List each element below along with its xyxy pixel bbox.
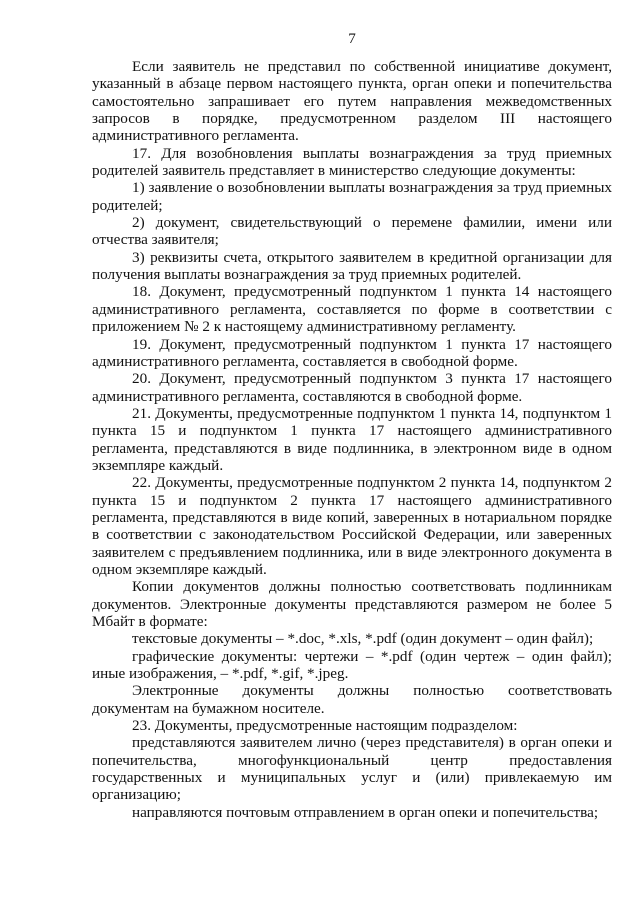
paragraph: 21. Документы, предусмотренные подпунктом 1 пункта 14, подпунктом 1 пункта 15 и подпунктом 1 пункта 17 настоящего административного регламента, представляются в виде подлинника, в электронном виде в одном экземпляре каждый. (92, 404, 612, 474)
paragraph: Если заявитель не представил по собственной инициативе документ, указанный в абзаце первом настоящего пункта, орган опеки и попечительства самостоятельно запрашивает его путем направления межведомственных запросов в порядке, предусмотренном разделом III настоящего административного регламента. (92, 58, 612, 145)
paragraph: представляются заявителем лично (через представителя) в орган опеки и попечительства, многофункциональный центр предоставления государственных и муниципальных услуг и (или) привлекаемую им организацию; (92, 734, 612, 804)
paragraph: 19. Документ, предусмотренный подпунктом 1 пункта 17 настоящего административного регламента, составляется в свободной форме. (92, 335, 612, 370)
document-page (92, 30, 612, 821)
paragraph: 3) реквизиты счета, открытого заявителем в кредитной организации для получения выплаты вознаграждения за труд приемных родителей. (92, 248, 612, 284)
paragraph: текстовые документы – *.doc, *.xls, *.pdf (один документ – один файл); (132, 630, 594, 648)
paragraph: 20. Документ, предусмотренный подпунктом 3 пункта 17 настоящего административного регламента, составляются в свободной форме. (92, 370, 612, 405)
paragraph: 23. Документы, предусмотренные настоящим подразделом: (132, 717, 518, 735)
paragraph: 17. Для возобновления выплаты вознаграждения за труд приемных родителей заявитель представляет в министерство следующие документы: (92, 144, 612, 180)
paragraph: 18. Документ, предусмотренный подпунктом 1 пункта 14 настоящего административного регламента, составляется по форме в соответствии с приложением № 2 к настоящему административному регламенту. (92, 283, 612, 336)
page-number: 7 (348, 30, 356, 47)
paragraph: графические документы: чертежи – *.pdf (один чертеж – один файл); иные изображения, – *.pdf, *.gif, *.jpeg. (92, 647, 612, 683)
paragraph: 22. Документы, предусмотренные подпунктом 2 пункта 14, подпунктом 2 пункта 15 и подпунктом 2 пункта 17 настоящего административного регламента, представляются в виде копий, заверенных в нотариальном порядке в соответствии с законодательством Российской Федерации, или заверенных заявителем с предъявлением подлинника, или в виде электронного документа в одном экземпляре каждый. (92, 474, 612, 578)
paragraph: 2) документ, свидетельствующий о перемене фамилии, имени или отчества заявителя; (92, 214, 612, 249)
paragraph: Копии документов должны полностью соответствовать подлинникам документов. Электронные документы представляются размером не более 5 Мбайт в формате: (92, 578, 612, 630)
paragraph: направляются почтовым отправлением в орган опеки и попечительства; (132, 803, 599, 821)
paragraph: Электронные документы должны полностью соответствовать документам на бумажном носителе. (92, 682, 612, 717)
paragraph: 1) заявление о возобновлении выплаты вознаграждения за труд приемных родителей; (92, 179, 612, 214)
